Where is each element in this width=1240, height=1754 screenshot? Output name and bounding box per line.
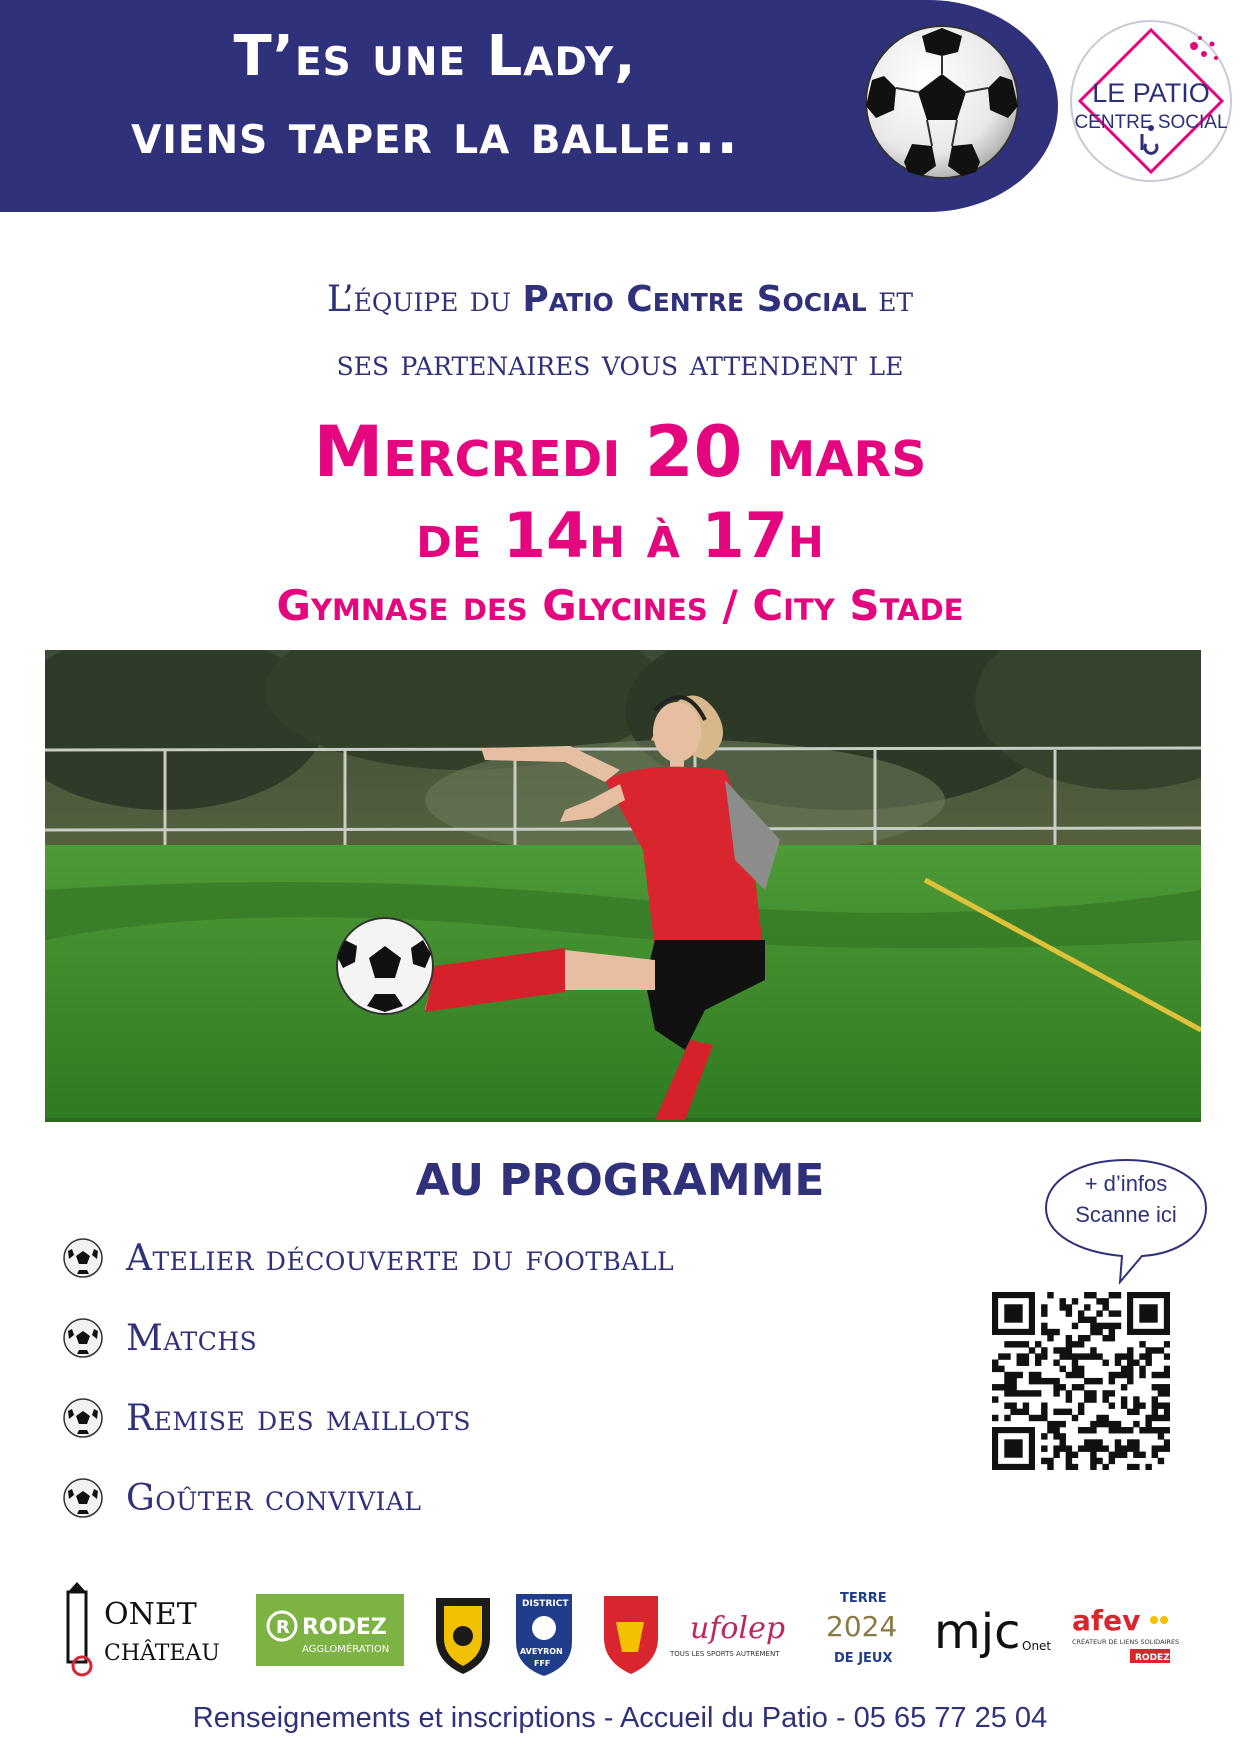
qr-code-image bbox=[992, 1292, 1170, 1470]
headline-line1: T’es une Lady, bbox=[233, 24, 637, 89]
onet-line2: CHÂTEAU bbox=[104, 1641, 220, 1666]
terre-top: TERRE bbox=[840, 1591, 887, 1606]
logo-subtitle: CENTRE SOCIAL bbox=[1074, 112, 1228, 133]
ufolep-logo bbox=[669, 1611, 785, 1658]
qr-caption-line2: Scanne ici bbox=[1075, 1202, 1177, 1227]
intro-org: Patio Centre Social bbox=[522, 279, 867, 320]
soccer-ball-bullet-icon bbox=[62, 1236, 120, 1280]
mjc-onet-logo bbox=[934, 1604, 1051, 1660]
intro-line2: ses partenaires vous attendent le bbox=[336, 343, 904, 384]
soccer-ball-bullet-icon bbox=[62, 1476, 120, 1520]
program-item-label: Matchs bbox=[126, 1317, 258, 1359]
headline-line2: viens taper la balle... bbox=[131, 102, 739, 167]
terre-bottom: DE JEUX bbox=[834, 1651, 893, 1666]
soccer-ball-bullet-icon bbox=[62, 1316, 120, 1360]
qr-caption-line1: + d’infos bbox=[1084, 1171, 1168, 1196]
program-item-label: Goûter convivial bbox=[126, 1477, 422, 1519]
district-bottom: FFF bbox=[534, 1659, 551, 1668]
rodez-agglomeration-logo bbox=[256, 1594, 404, 1666]
svg-text:R: R bbox=[276, 1617, 290, 1638]
afev-logo bbox=[1072, 1604, 1179, 1663]
soccer-ball-bullet-icon bbox=[62, 1396, 120, 1440]
ufolep-sub: TOUS LES SPORTS AUTREMENT bbox=[670, 1650, 780, 1658]
district-top: DISTRICT bbox=[522, 1599, 569, 1609]
afev-tag: RODEZ bbox=[1135, 1653, 1170, 1663]
program-item-label: Remise des maillots bbox=[126, 1397, 472, 1439]
mjc-label: mjc bbox=[934, 1604, 1021, 1660]
speech-bubble bbox=[1042, 1158, 1210, 1278]
rodez-sub: AGGLOMÉRATION bbox=[302, 1644, 390, 1655]
program-item bbox=[62, 1458, 674, 1538]
soccer-ball-icon bbox=[862, 22, 1022, 182]
intro-text bbox=[0, 268, 1240, 396]
hero-photo bbox=[45, 650, 1201, 1122]
program-title: AU PROGRAMME bbox=[415, 1155, 825, 1206]
program-item bbox=[62, 1378, 674, 1458]
district-aveyron-logo bbox=[516, 1594, 572, 1676]
program-list bbox=[62, 1218, 674, 1538]
qr-code[interactable] bbox=[992, 1292, 1170, 1470]
headline bbox=[0, 18, 870, 174]
program-item bbox=[62, 1218, 674, 1298]
afev-sub: CRÉATEUR DE LIENS SOLIDAIRES bbox=[1072, 1638, 1180, 1646]
partner-logos bbox=[64, 1582, 1194, 1678]
rodez-football-crest-icon bbox=[604, 1596, 658, 1674]
onet-football-crest-icon bbox=[436, 1598, 490, 1674]
event-date: Mercredi 20 mars bbox=[313, 411, 927, 493]
rodez-label: RODEZ bbox=[302, 1615, 387, 1640]
partner-logos-strip bbox=[64, 1582, 1194, 1678]
intro-part1: L’équipe du bbox=[326, 279, 511, 320]
district-mid: AVEYRON bbox=[520, 1647, 563, 1656]
program-item-label: Atelier découverte du football bbox=[126, 1237, 675, 1279]
event-place: Gymnase des Glycines / City Stade bbox=[276, 581, 964, 630]
mjc-sub: Onet bbox=[1022, 1639, 1052, 1653]
soccer-player-illustration bbox=[45, 650, 1201, 1122]
onet-chateau-logo bbox=[68, 1582, 220, 1675]
intro-line1 bbox=[0, 268, 1240, 332]
onet-line1: ONET bbox=[104, 1597, 197, 1632]
footer-contact: Renseignements et inscriptions - Accueil du Patio - 05 65 77 25 04 bbox=[192, 1702, 1048, 1734]
ufolep-label: ufolep bbox=[690, 1611, 786, 1646]
intro-part2: et bbox=[878, 279, 914, 320]
terre-de-jeux-logo bbox=[826, 1591, 897, 1666]
afev-label: afev bbox=[1072, 1604, 1141, 1637]
logo-title: LE PATIO bbox=[1092, 78, 1210, 108]
terre-year: 2024 bbox=[826, 1610, 898, 1643]
qr-caption bbox=[1042, 1168, 1210, 1230]
event-time: de 14h à 17h bbox=[416, 499, 824, 572]
program-item bbox=[62, 1298, 674, 1378]
le-patio-logo bbox=[1066, 16, 1236, 186]
